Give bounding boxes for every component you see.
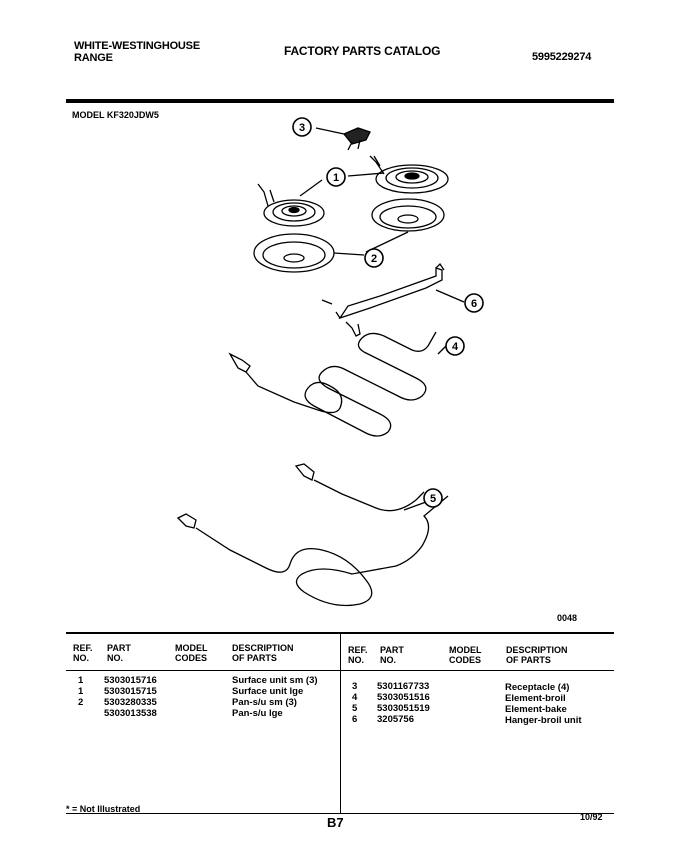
left-desc-header: DESCRIPTION OF PARTS [232,643,294,663]
left-row-ref: 1 [78,686,84,697]
surface-unit-small [258,184,324,226]
right-row-desc: Receptacle (4) [505,682,570,693]
catalog-number: 5995229274 [532,51,592,63]
table-header-rule [66,670,614,671]
left-row-desc: Pan-s/u lge [232,708,283,719]
right-ref-header: REF. NO. [348,645,368,665]
callout-5 [424,489,442,507]
receptacle-part [316,128,370,150]
broil-element [230,332,446,436]
catalog-title: FACTORY PARTS CATALOG [284,44,441,58]
table-divider [340,634,341,814]
revision-date: 10/92 [580,812,603,822]
table-bottom-rule [66,813,614,814]
brand-line-1: WHITE-WESTINGHOUSE [74,40,200,52]
callout-6 [465,294,483,312]
right-row-part: 5303051519 [377,703,430,714]
left-row-desc: Pan-s/u sm (3) [232,697,297,708]
callout-3-label: 3 [298,122,306,134]
callout-4-label: 4 [451,341,459,353]
left-row-desc: Surface unit lge [232,686,304,697]
callout-5-label: 5 [429,493,437,505]
callout-6-label: 6 [470,298,478,310]
callout-4 [446,337,464,355]
right-row-desc: Element-broil [505,693,566,704]
left-row-desc: Surface unit sm (3) [232,675,318,686]
left-ref-header: REF. NO. [73,643,93,663]
bake-element [178,464,448,606]
diagram-code: 0048 [557,613,578,623]
left-part-header: PART NO. [107,643,131,663]
left-row-ref: 1 [78,675,84,686]
right-row-desc: Hanger-broil unit [505,715,582,726]
right-row-part: 3205756 [377,714,414,725]
right-row-ref: 6 [352,714,358,725]
right-row-ref: 4 [352,692,358,703]
left-row-part: 5303015716 [104,675,157,686]
drip-pan-large [372,199,444,231]
right-row-ref: 5 [352,703,358,714]
callout-2 [365,249,383,267]
broil-hanger-bracket [322,264,464,336]
right-part-header: PART NO. [380,645,404,665]
right-row-desc: Element-bake [505,704,567,715]
model-label: MODEL KF320JDW5 [72,110,159,120]
callout-2-label: 2 [370,253,378,265]
left-row-ref: 2 [78,697,84,708]
drip-pan-small [254,234,334,272]
right-row-part: 5303051516 [377,692,430,703]
left-row-part: 5303280335 [104,697,157,708]
callout-1 [327,168,345,186]
callout-1-label: 1 [332,172,340,184]
left-model-header: MODEL CODES [175,643,208,663]
left-row-part: 5303015715 [104,686,157,697]
not-illustrated-note: * = Not Illustrated [66,804,141,814]
right-row-part: 5301167733 [377,681,430,692]
right-model-header: MODEL CODES [449,645,482,665]
callout-3 [293,118,311,136]
brand-line-2: RANGE [74,52,113,64]
left-row-part: 5303013538 [104,708,157,719]
page-number: B7 [327,815,344,830]
surface-unit-large [370,156,448,193]
right-desc-header: DESCRIPTION OF PARTS [506,645,568,665]
right-row-ref: 3 [352,681,358,692]
